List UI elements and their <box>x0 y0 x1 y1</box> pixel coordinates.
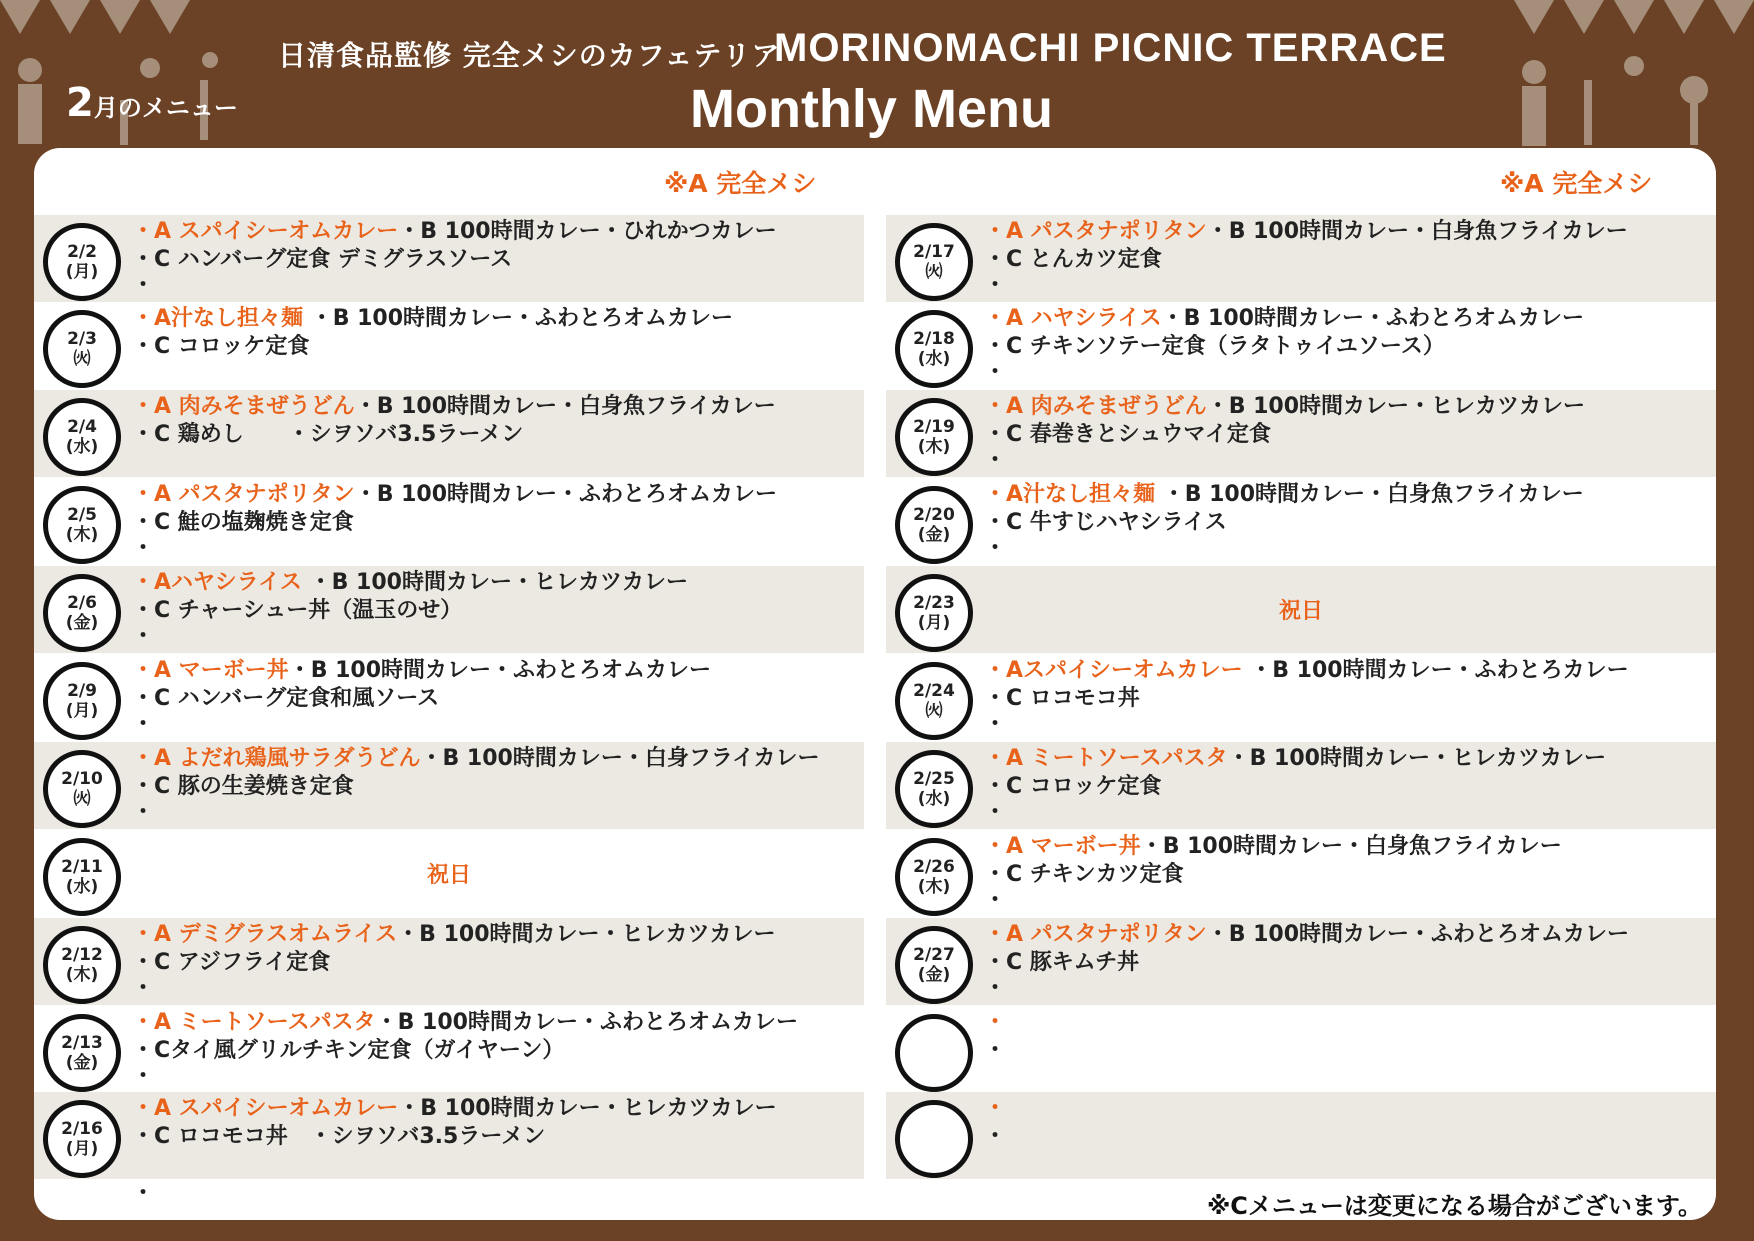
menu-lines <box>132 218 864 298</box>
menu-line-ab <box>132 481 864 509</box>
date-text: 2/23 <box>913 593 955 613</box>
menu-line-ab <box>984 921 1716 949</box>
menu-c: ・C 豚キムチ丼 <box>984 950 1140 975</box>
holiday-label: 祝日 <box>426 863 471 888</box>
date-circle <box>43 926 121 1004</box>
menu-line-ab <box>984 657 1716 685</box>
menu-a: ・A スパイシーオムカレー <box>132 1096 399 1121</box>
date-circle <box>43 662 121 740</box>
menu-a: ・A マーボー丼 <box>132 658 289 683</box>
date-text: 2/12 <box>61 945 103 965</box>
menu-row <box>886 390 1716 477</box>
weekday-text: (水) <box>65 437 99 457</box>
menu-c: ・ <box>984 1038 1007 1063</box>
date-text: 2/2 <box>67 242 97 262</box>
weekday-text: (水) <box>917 349 951 369</box>
menu-a: ・A ミートソースパスタ <box>132 1010 376 1035</box>
menu-b: ・B 100時間カレー・白身魚フライカレー <box>1155 482 1584 507</box>
menu-c: ・C チキンソテー定食（ラタトゥイユソース） <box>984 334 1445 359</box>
date-text: 2/10 <box>61 769 103 789</box>
weekday-text: (水) <box>917 789 951 809</box>
menu-row <box>886 215 1716 302</box>
menu-lines <box>132 393 864 473</box>
date-text: 2/5 <box>67 505 97 525</box>
menu-c: ・C ロコモコ丼 ・シヲソバ3.5ラーメン <box>132 1124 546 1149</box>
menu-a: ・A よだれ鶏風サラダうどん <box>132 746 421 771</box>
date-text: 2/4 <box>67 417 97 437</box>
menu-extra: ・ <box>984 888 1007 913</box>
menu-a: ・Aハヤシライス <box>132 570 302 595</box>
menu-extra: ・ <box>132 273 155 298</box>
menu-row <box>886 1092 1716 1179</box>
menu-row <box>886 1006 1716 1093</box>
menu-a: ・A パスタナポリタン <box>132 482 355 507</box>
menu-extra: ・ <box>132 976 155 1001</box>
page-title: Monthly Menu <box>690 79 1053 139</box>
menu-b: ・B 100時間カレー・ヒレカツカレー <box>398 1096 777 1121</box>
menu-a: ・A ハヤシライス <box>984 306 1162 331</box>
menu-b: ・B 100時間カレー・ふわとろオムカレー <box>1161 306 1584 331</box>
menu-row <box>34 302 864 389</box>
menu-line-ab <box>132 745 864 773</box>
menu-b: ・B 100時間カレー・白身フライカレー <box>420 746 820 771</box>
menu-c: ・C 鶏めし ・シヲソバ3.5ラーメン <box>132 422 524 447</box>
menu-a: ・ <box>984 1010 1007 1035</box>
menu-b: ・B 100時間カレー・ヒレカツカレー <box>1206 394 1586 419</box>
menu-lines <box>132 1009 864 1089</box>
weekday-text: ㈫ <box>925 701 943 721</box>
weekday-text: ㈫ <box>925 262 943 282</box>
menu-row <box>886 654 1716 741</box>
date-text: 2/25 <box>913 769 955 789</box>
menu-c: ・C 春巻きとシュウマイ定食 <box>984 422 1271 447</box>
menu-c: ・ <box>984 1124 1007 1149</box>
date-text: 2/24 <box>913 681 955 701</box>
menu-lines <box>984 657 1716 737</box>
weekday-text: (月) <box>65 701 99 721</box>
month-label <box>66 80 238 126</box>
month-number: 2 <box>66 80 94 126</box>
holiday-label: 祝日 <box>1278 599 1323 624</box>
date-circle <box>43 310 121 388</box>
weekday-text: (金) <box>65 613 99 633</box>
menu-row <box>34 1092 864 1179</box>
menu-lines <box>984 921 1716 1001</box>
menu-c: ・C 鮭の塩麹焼き定食 <box>132 510 354 535</box>
menu-extra: ・ <box>984 360 1007 385</box>
menu-extra <box>132 361 864 385</box>
menu-row <box>34 566 864 653</box>
menu-c: ・C コロッケ定食 <box>132 334 310 359</box>
menu-extra <box>132 449 864 473</box>
menu-b: ・B 100時間カレー・白身魚フライカレー <box>1140 834 1562 859</box>
menu-line-ab <box>984 745 1716 773</box>
menu-extra: ・ <box>984 712 1007 737</box>
menu-lines <box>132 1095 864 1175</box>
menu-lines <box>132 569 864 649</box>
date-circle <box>895 1014 973 1092</box>
menu-a: ・A汁なし担々麺 <box>132 306 304 331</box>
menu-extra: ・ <box>132 536 155 561</box>
menu-extra: ・ <box>132 712 155 737</box>
menu-lines <box>132 657 864 737</box>
date-circle <box>43 750 121 828</box>
date-circle <box>43 574 121 652</box>
menu-a: ・ <box>984 1096 1007 1121</box>
menu-a: ・A 肉みそまぜうどん <box>132 394 355 419</box>
menu-lines <box>984 481 1716 561</box>
menu-lines <box>984 1095 1716 1175</box>
menu-lines <box>984 833 1716 913</box>
menu-a: ・A 肉みそまぜうどん <box>984 394 1207 419</box>
menu-b: ・B 100時間カレー・白身魚フライカレー <box>1206 219 1628 244</box>
footer-note: ※Cメニューは変更になる場合がございます。 <box>1206 1192 1702 1220</box>
menu-lines <box>132 481 864 561</box>
menu-row <box>886 918 1716 1005</box>
date-circle <box>895 310 973 388</box>
menu-line-ab <box>132 218 864 246</box>
date-circle <box>895 838 973 916</box>
date-circle <box>895 750 973 828</box>
menu-c: ・Cタイ風グリルチキン定食（ガイヤーン） <box>132 1038 565 1063</box>
weekday-text: (月) <box>65 262 99 282</box>
weekday-text: (水) <box>65 877 99 897</box>
date-text: 2/18 <box>913 329 955 349</box>
menu-lines <box>132 745 864 825</box>
menu-a: ・A デミグラスオムライス <box>132 922 398 947</box>
bunting-decoration-right <box>1454 0 1754 150</box>
date-circle <box>895 1100 973 1178</box>
weekday-text: (月) <box>65 1139 99 1159</box>
menu-line-ab <box>132 1009 864 1037</box>
right-column-head: ※A 完全メシ <box>1500 169 1653 198</box>
menu-row <box>886 478 1716 565</box>
menu-line-ab <box>984 833 1716 861</box>
month-text: 月のメニュー <box>93 94 238 122</box>
date-text: 2/13 <box>61 1033 103 1053</box>
menu-line-ab <box>984 481 1716 509</box>
menu-a: ・Aスパイシーオムカレー <box>984 658 1243 683</box>
bunting-decoration-left <box>0 0 300 150</box>
menu-row <box>886 830 1716 917</box>
left-trailing-bullet: ・ <box>132 1181 155 1206</box>
menu-c: ・C ロコモコ丼 <box>984 686 1140 711</box>
menu-b: ・B 100時間カレー・ふわとろカレー <box>1242 658 1629 683</box>
menu-b: ・B 100時間カレー・ヒレカツカレー <box>1227 746 1606 771</box>
menu-extra: ・ <box>132 624 155 649</box>
menu-c: ・C ハンバーグ定食和風ソース <box>132 686 440 711</box>
menu-extra <box>984 1151 1716 1175</box>
date-circle <box>43 398 121 476</box>
menu-row <box>886 302 1716 389</box>
menu-a: ・A スパイシーオムカレー <box>132 219 399 244</box>
menu-row <box>34 390 864 477</box>
menu-b: ・B 100時間カレー・ふわとろオムカレー <box>303 306 734 331</box>
menu-row <box>886 566 1716 653</box>
date-text: 2/11 <box>61 857 103 877</box>
menu-line-ab <box>132 393 864 421</box>
date-circle <box>895 926 973 1004</box>
menu-lines <box>132 305 864 385</box>
menu-extra: ・ <box>984 273 1007 298</box>
menu-b: ・B 100時間カレー・ひれかつカレー <box>398 219 777 244</box>
weekday-text: ㈫ <box>73 349 91 369</box>
menu-b: ・B 100時間カレー・ヒレカツカレー <box>301 570 688 595</box>
menu-lines <box>984 218 1716 298</box>
menu-row <box>34 1006 864 1093</box>
weekday-text: ㈫ <box>73 789 91 809</box>
menu-row <box>34 742 864 829</box>
menu-a: ・A ミートソースパスタ <box>984 746 1228 771</box>
venue-title: MORINOMACHI PICNIC TERRACE <box>774 26 1447 70</box>
menu-b: ・B 100時間カレー・ふわとろオムカレー <box>375 1010 798 1035</box>
menu-line-ab <box>132 657 864 685</box>
menu-c: ・C 牛すじハヤシライス <box>984 510 1227 535</box>
weekday-text: (金) <box>65 1053 99 1073</box>
weekday-text: (木) <box>917 437 951 457</box>
menu-b: ・B 100時間カレー・ふわとろオムカレー <box>354 482 778 507</box>
menu-row <box>34 918 864 1005</box>
menu-a: ・A パスタナポリタン <box>984 922 1207 947</box>
date-text: 2/26 <box>913 857 955 877</box>
weekday-text: (月) <box>917 613 951 633</box>
menu-a: ・A パスタナポリタン <box>984 219 1207 244</box>
menu-lines <box>984 305 1716 385</box>
menu-line-ab <box>984 305 1716 333</box>
menu-line-ab <box>984 393 1716 421</box>
weekday-text: (木) <box>65 965 99 985</box>
menu-c: ・C チャーシュー丼（温玉のせ） <box>132 598 463 623</box>
menu-c: ・C ハンバーグ定食 デミグラスソース <box>132 247 513 272</box>
menu-lines <box>984 745 1716 825</box>
menu-c: ・C チキンカツ定食 <box>984 862 1184 887</box>
menu-c: ・C とんカツ定食 <box>984 247 1162 272</box>
menu-line-ab <box>984 218 1716 246</box>
menu-lines <box>132 921 864 1001</box>
date-text: 2/9 <box>67 681 97 701</box>
menu-lines <box>984 1009 1716 1089</box>
weekday-text: (金) <box>917 965 951 985</box>
menu-extra: ・ <box>132 1064 155 1089</box>
menu-c: ・C アジフライ定食 <box>132 950 331 975</box>
left-column-head: ※A 完全メシ <box>664 169 817 198</box>
date-text: 2/20 <box>913 505 955 525</box>
date-text: 2/19 <box>913 417 955 437</box>
date-text: 2/27 <box>913 945 955 965</box>
weekday-text: (木) <box>65 525 99 545</box>
menu-extra: ・ <box>984 976 1007 1001</box>
date-circle <box>43 1014 121 1092</box>
menu-line-ab <box>132 1095 864 1123</box>
menu-extra <box>132 1151 864 1175</box>
menu-extra: ・ <box>132 800 155 825</box>
menu-a: ・A汁なし担々麺 <box>984 482 1156 507</box>
date-text: 2/6 <box>67 593 97 613</box>
menu-line-ab <box>984 1009 1716 1037</box>
date-text: 2/17 <box>913 242 955 262</box>
menu-line-ab <box>984 1095 1716 1123</box>
menu-lines <box>984 393 1716 473</box>
date-circle <box>895 223 973 301</box>
menu-line-ab <box>132 921 864 949</box>
weekday-text: (木) <box>917 877 951 897</box>
menu-b: ・B 100時間カレー・ふわとろオムカレー <box>1206 922 1630 947</box>
date-text: 2/16 <box>61 1119 103 1139</box>
menu-line-ab <box>132 305 864 333</box>
menu-row <box>886 742 1716 829</box>
header-subtitle: 日清食品監修 完全メシのカフェテリア <box>278 39 781 72</box>
menu-c: ・C コロッケ定食 <box>984 774 1162 799</box>
menu-b: ・B 100時間カレー・白身魚フライカレー <box>354 394 776 419</box>
date-circle <box>43 1100 121 1178</box>
menu-extra: ・ <box>984 536 1007 561</box>
date-circle <box>43 223 121 301</box>
date-circle <box>895 486 973 564</box>
menu-a: ・A マーボー丼 <box>984 834 1141 859</box>
menu-b: ・B 100時間カレー・ヒレカツカレー <box>397 922 776 947</box>
weekday-text: (金) <box>917 525 951 545</box>
menu-row <box>34 654 864 741</box>
menu-b: ・B 100時間カレー・ふわとろオムカレー <box>288 658 712 683</box>
date-circle <box>895 662 973 740</box>
date-circle <box>43 486 121 564</box>
date-circle <box>895 398 973 476</box>
menu-extra <box>984 1065 1716 1089</box>
menu-extra: ・ <box>984 800 1007 825</box>
menu-row <box>34 215 864 302</box>
menu-row <box>34 478 864 565</box>
menu-line-ab <box>132 569 864 597</box>
menu-extra: ・ <box>984 448 1007 473</box>
menu-c: ・C 豚の生姜焼き定食 <box>132 774 354 799</box>
menu-row <box>34 830 864 917</box>
date-text: 2/3 <box>67 329 97 349</box>
